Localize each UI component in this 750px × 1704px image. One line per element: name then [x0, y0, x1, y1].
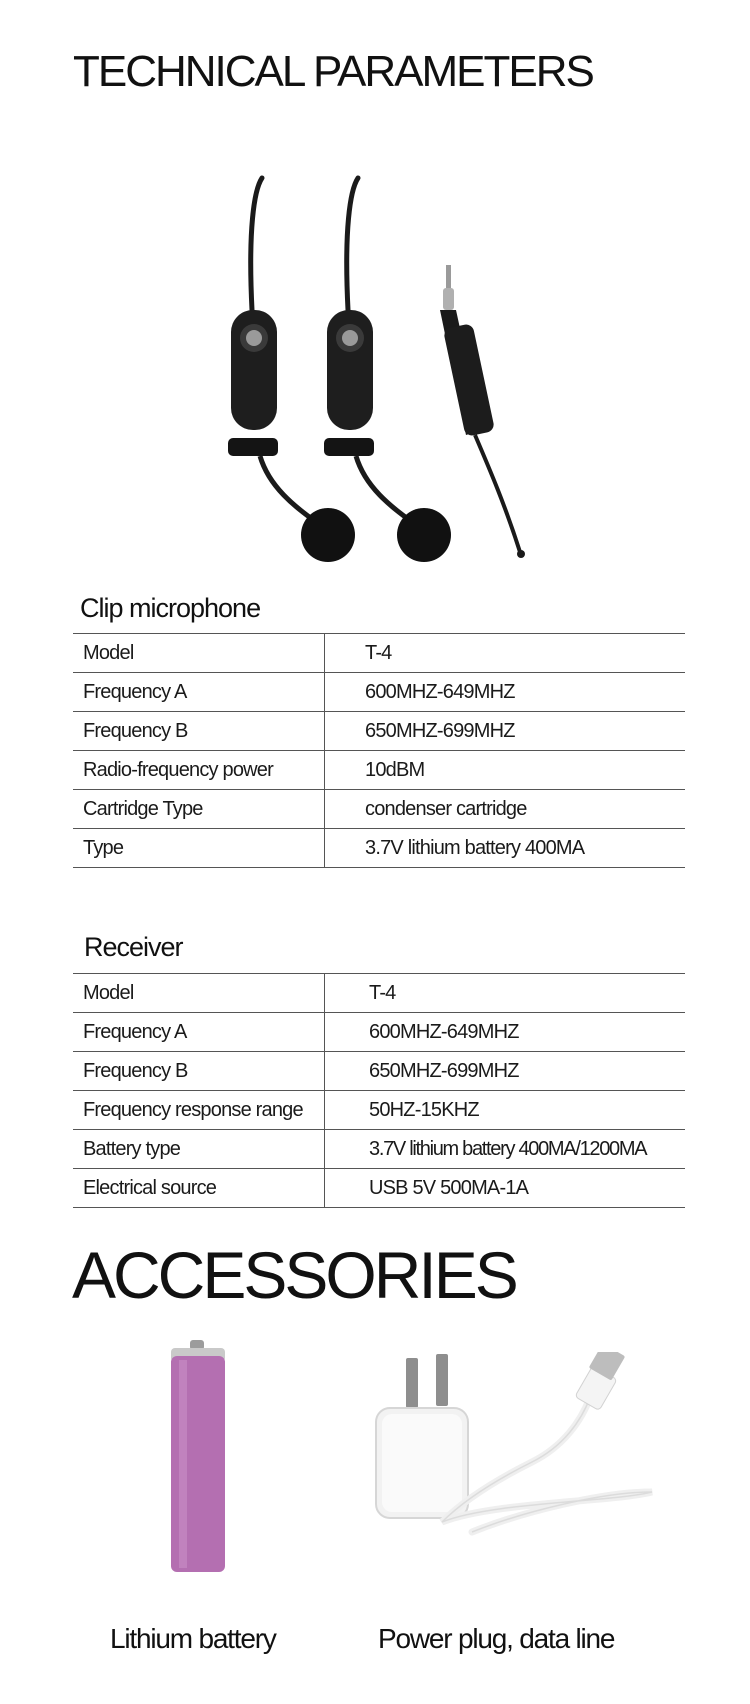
- param-name: Frequency B: [73, 1052, 325, 1091]
- accessory-label-power-plug: Power plug, data line: [378, 1623, 615, 1654]
- table-row: [73, 634, 685, 673]
- table-row: [73, 751, 685, 790]
- power-adapter-icon: [376, 1354, 468, 1518]
- table-row: [73, 790, 685, 829]
- param-value: 3.7V lithium battery 400MA/1200MA: [325, 1130, 686, 1169]
- param-value: 3.7V lithium battery 400MA: [325, 829, 686, 868]
- param-name: Model: [73, 974, 325, 1013]
- param-name: Battery type: [73, 1130, 325, 1169]
- param-name: Frequency A: [73, 673, 325, 712]
- table-row: [73, 974, 685, 1013]
- param-value: condenser cartridge: [325, 790, 686, 829]
- technical-parameters-heading: TECHNICAL PARAMETERS: [73, 47, 593, 96]
- param-value: 10dBM: [325, 751, 686, 790]
- param-name: Electrical source: [73, 1169, 325, 1208]
- param-value: 600MHZ-649MHZ: [325, 1013, 686, 1052]
- param-name: Frequency B: [73, 712, 325, 751]
- param-name: Model: [73, 634, 325, 673]
- param-value: T-4: [325, 634, 686, 673]
- table-row: [73, 1130, 685, 1169]
- param-value: 650MHZ-699MHZ: [325, 1052, 686, 1091]
- receiver-icon: [440, 265, 525, 558]
- param-name: Type: [73, 829, 325, 868]
- table-row: [73, 1052, 685, 1091]
- microphone-set-image: [220, 160, 590, 570]
- accessories-heading: ACCESSORIES: [72, 1238, 516, 1312]
- table-row: [73, 829, 685, 868]
- param-value: 600MHZ-649MHZ: [325, 673, 686, 712]
- accessory-label-battery: Lithium battery: [110, 1623, 276, 1654]
- param-value: 650MHZ-699MHZ: [325, 712, 686, 751]
- table-row: [73, 1013, 685, 1052]
- table-row: [73, 1091, 685, 1130]
- param-name: Frequency A: [73, 1013, 325, 1052]
- clip-microphone-title: Clip microphone: [80, 593, 261, 623]
- param-value: USB 5V 500MA-1A: [325, 1169, 686, 1208]
- param-value: 50HZ-15KHZ: [325, 1091, 686, 1130]
- lithium-battery-image: [165, 1338, 235, 1578]
- clip-transmitter-right-icon: [324, 178, 451, 562]
- receiver-table: [73, 973, 685, 1208]
- table-row: [73, 1169, 685, 1208]
- receiver-title: Receiver: [84, 932, 183, 962]
- table-row: [73, 673, 685, 712]
- power-plug-image: [372, 1352, 672, 1552]
- param-value: T-4: [325, 974, 686, 1013]
- table-row: [73, 712, 685, 751]
- usb-cable-icon: [442, 1352, 652, 1532]
- clip-microphone-table: [73, 633, 685, 868]
- param-name: Frequency response range: [73, 1091, 325, 1130]
- param-name: Cartridge Type: [73, 790, 325, 829]
- param-name: Radio-frequency power: [73, 751, 325, 790]
